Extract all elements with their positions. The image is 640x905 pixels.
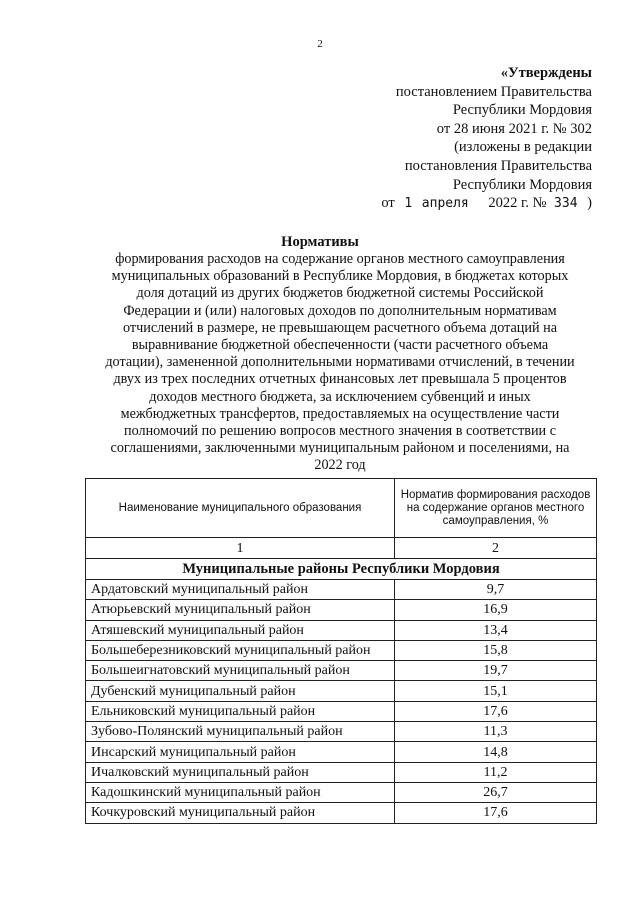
approval-line: (изложены в редакции [454,139,592,156]
subtitle-line: двух из трех последних отчетных финансовых лет превышала 5 процентов [113,371,567,388]
subtitle-line: соглашениями, заключенными муниципальным районом и поселениями, на [110,440,570,457]
table-row [86,620,597,640]
approval-day: 1 [404,196,413,212]
section-title: Муниципальные районы Республики Мордовия [86,559,597,580]
header-name: Наименование муниципального образования [86,479,395,538]
subtitle-line: выравнивание бюджетной обеспеченности (части расчетного объема [131,337,549,354]
table-row [86,742,597,762]
norm-value: 11,2 [395,762,597,782]
district-name: Атяшевский муниципальный район [86,620,395,640]
approval-month: апреля [421,196,469,212]
table-row [86,762,597,782]
district-name: Дубенский муниципальный район [86,681,395,701]
norm-value: 11,3 [395,722,597,742]
district-name: Ичалковский муниципальный район [86,762,395,782]
approval-line: от 28 июня 2021 г. № 302 [436,120,592,137]
norm-value: 14,8 [395,742,597,762]
table-row [86,681,597,701]
table-row [86,782,597,802]
district-name: Большеберезниковский муниципальный район [86,640,395,660]
approval-line: постановления Правительства [404,157,592,174]
approval-year: 2022 г. № [488,195,547,212]
approval-number: 334 [554,196,578,212]
approval-line: Республики Мордовия [452,102,592,119]
district-name: Инсарский муниципальный район [86,742,395,762]
district-name: Зубово-Полянский муниципальный район [86,722,395,742]
approval-block [381,64,592,214]
norms-table [85,478,597,824]
table-row [86,722,597,742]
page-number: 2 [317,38,323,50]
subtitle-line: Федерации и (или) налоговых доходов по дополнительным нормативам [123,302,557,319]
district-name: Ардатовский муниципальный район [86,580,395,600]
approval-prefix: от [381,195,395,212]
approval-suffix: ) [587,195,592,212]
table-row [86,701,597,721]
table-row [86,803,597,823]
norm-value: 26,7 [395,782,597,802]
document-subtitle [72,251,608,475]
norm-value: 13,4 [395,620,597,640]
section-row [86,559,597,580]
norm-value: 9,7 [395,580,597,600]
approval-last-line [381,194,592,214]
district-name: Кочкуровский муниципальный район [86,803,395,823]
norm-value: 17,6 [395,803,597,823]
district-name: Ельниковский муниципальный район [86,701,395,721]
subtitle-line: отчислений в размере, не превышающем расчетного объема дотаций на [122,319,557,336]
norm-value: 15,1 [395,681,597,701]
column-number: 1 [86,538,395,559]
norm-value: 15,8 [395,640,597,660]
header-value: Норматив формирования расходов на содержание органов местного самоуправления, % [395,479,597,538]
subtitle-line: доходов местного бюджета, за исключением субвенций и иных [149,388,531,405]
subtitle-line: дотации), замененной дополнительными нормативами отчислений, в течении [105,354,575,371]
subtitle-line: 2022 год [314,457,366,474]
subtitle-line: муниципальных образований в Республике Мордовия, в бюджетах которых [111,268,569,285]
norm-value: 19,7 [395,661,597,681]
document-title: Нормативы [281,234,359,250]
table-row [86,661,597,681]
district-name: Атюрьевский муниципальный район [86,600,395,620]
norm-value: 16,9 [395,600,597,620]
table-row [86,600,597,620]
subtitle-line: формирования расходов на содержание органов местного самоуправления [115,251,565,267]
approval-line: «Утверждены [500,65,592,81]
district-name: Большеигнатовский муниципальный район [86,661,395,681]
district-name: Кадошкинский муниципальный район [86,782,395,802]
approval-line: Республики Мордовия [452,176,592,193]
table-row [86,640,597,660]
subtitle-line: доля дотаций из других бюджетов бюджетной системы Российской [136,285,544,302]
table-row [86,580,597,600]
subtitle-line: межбюджетных трансфертов, предоставляемых на осуществление части [120,405,560,422]
subtitle-line: полномочий по решению вопросов местного значения в соответствии с [124,423,556,440]
column-number-row [86,538,597,559]
approval-line: постановлением Правительства [395,83,592,100]
column-number: 2 [395,538,597,559]
norm-value: 17,6 [395,701,597,721]
table-header-row [86,479,597,538]
